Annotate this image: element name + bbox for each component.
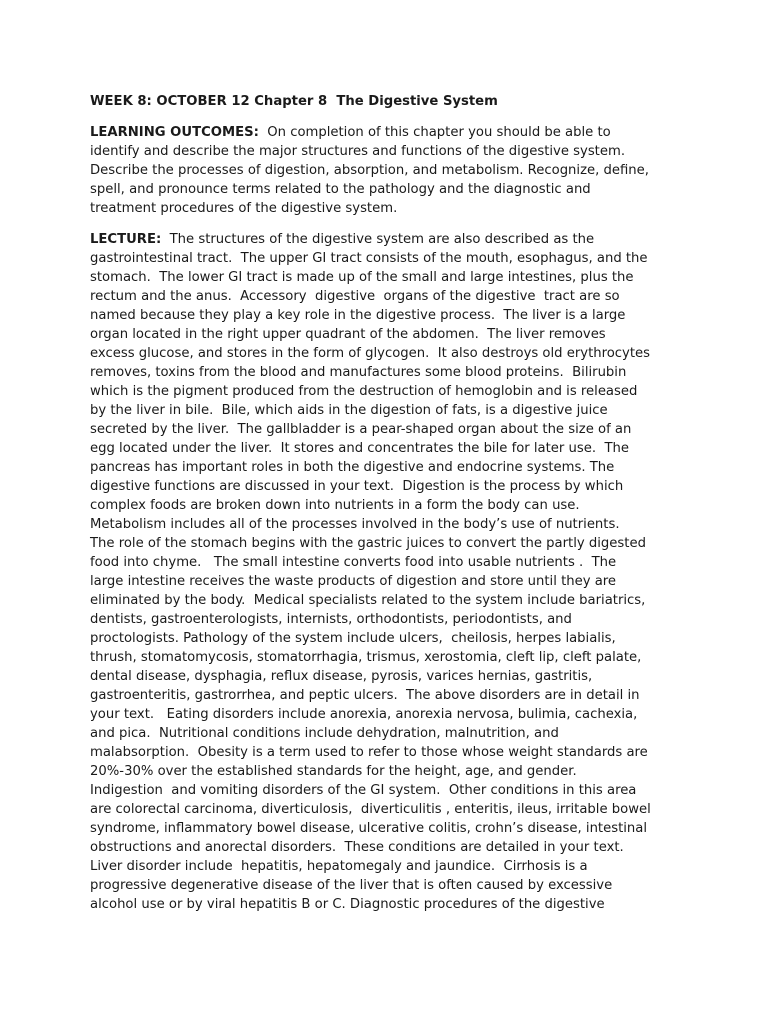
lecture-line: organ located in the right upper quadrant of the abdomen. The liver removes xyxy=(90,327,606,342)
document-page xyxy=(90,92,690,914)
document-title: WEEK 8: OCTOBER 12 Chapter 8 The Digestive System xyxy=(90,94,498,109)
lecture-line: dental disease, dysphagia, reflux disease, pyrosis, varices hernias, gastritis, xyxy=(90,669,593,684)
lecture-line: complex foods are broken down into nutrients in a form the body can use. xyxy=(90,498,580,513)
lecture-line: secreted by the liver. The gallbladder is a pear-shaped organ about the size of an xyxy=(90,422,632,437)
lecture-line: stomach. The lower GI tract is made up of the small and large intestines, plus the xyxy=(90,270,634,285)
learning-outcomes-line: identify and describe the major structures and functions of the digestive system. xyxy=(90,144,626,159)
lecture-line: proctologists. Pathology of the system include ulcers, cheilosis, herpes labialis, xyxy=(90,631,616,646)
lecture-line: alcohol use or by viral hepatitis B or C. Diagnostic procedures of the digestive xyxy=(90,897,605,912)
lecture-line: digestive functions are discussed in your text. Digestion is the process by which xyxy=(90,479,624,494)
lecture-line: excess glucose, and stores in the form of glycogen. It also destroys old erythrocytes xyxy=(90,346,651,361)
learning-outcomes-section xyxy=(90,123,690,218)
lecture-line: by the liver in bile. Bile, which aids in the digestion of fats, is a digestive juice xyxy=(90,403,608,418)
lecture-line: malabsorption. Obesity is a term used to refer to those whose weight standards are xyxy=(90,745,648,760)
lecture-section xyxy=(90,230,690,914)
lecture-label: LECTURE: xyxy=(90,232,162,247)
lecture-line: Metabolism includes all of the processes involved in the body’s use of nutrients. xyxy=(90,517,620,532)
lecture-line: gastroenteritis, gastrorrhea, and peptic ulcers. The above disorders are in detail in xyxy=(90,688,640,703)
lecture-line: gastrointestinal tract. The upper GI tract consists of the mouth, esophagus, and the xyxy=(90,251,648,266)
lecture-line: egg located under the liver. It stores and concentrates the bile for later use. The xyxy=(90,441,629,456)
learning-outcomes-line: Describe the processes of digestion, absorption, and metabolism. Recognize, define, xyxy=(90,163,649,178)
lecture-line: named because they play a key role in the digestive process. The liver is a large xyxy=(90,308,626,323)
lecture-first-line xyxy=(90,230,690,249)
lecture-line: are colorectal carcinoma, diverticulosis, diverticulitis , enteritis, ileus, irritable bowel xyxy=(90,802,651,817)
learning-outcomes-label: LEARNING OUTCOMES: xyxy=(90,125,259,140)
lecture-line: removes, toxins from the blood and manufactures some blood proteins. Bilirubin xyxy=(90,365,627,380)
lecture-line: Indigestion and vomiting disorders of the GI system. Other conditions in this area xyxy=(90,783,637,798)
lecture-line: and pica. Nutritional conditions include dehydration, malnutrition, and xyxy=(90,726,559,741)
learning-outcomes-text: On completion of this chapter you should be able to xyxy=(258,125,611,140)
lecture-line: The role of the stomach begins with the gastric juices to convert the partly digested xyxy=(90,536,646,551)
paragraph-gap xyxy=(90,218,690,230)
learning-outcomes-line: spell, and pronounce terms related to the pathology and the diagnostic and xyxy=(90,182,591,197)
lecture-line: your text. Eating disorders include anorexia, anorexia nervosa, bulimia, cachexia, xyxy=(90,707,638,722)
lecture-line: syndrome, inflammatory bowel disease, ulcerative colitis, crohn’s disease, intestinal xyxy=(90,821,648,836)
lecture-line: food into chyme. The small intestine converts food into usable nutrients . The xyxy=(90,555,617,570)
lecture-line: Liver disorder include hepatitis, hepatomegaly and jaundice. Cirrhosis is a xyxy=(90,859,588,874)
lecture-line: pancreas has important roles in both the digestive and endocrine systems. The xyxy=(90,460,615,475)
lecture-line: dentists, gastroenterologists, internists, orthodontists, periodontists, and xyxy=(90,612,572,627)
lecture-line: obstructions and anorectal disorders. These conditions are detailed in your text. xyxy=(90,840,624,855)
lecture-line: thrush, stomatomycosis, stomatorrhagia, trismus, xerostomia, cleft lip, cleft palate, xyxy=(90,650,642,665)
lecture-line: progressive degenerative disease of the liver that is often caused by excessive xyxy=(90,878,613,893)
learning-outcomes-line: treatment procedures of the digestive system. xyxy=(90,201,398,216)
lecture-line: rectum and the anus. Accessory digestive organs of the digestive tract are so xyxy=(90,289,620,304)
lecture-line: eliminated by the body. Medical specialists related to the system include bariatrics, xyxy=(90,593,646,608)
lecture-line: large intestine receives the waste products of digestion and store until they are xyxy=(90,574,617,589)
lecture-line: 20%-30% over the established standards for the height, age, and gender. xyxy=(90,764,577,779)
learning-outcomes-first-line xyxy=(90,123,690,142)
lecture-text: The structures of the digestive system are also described as the xyxy=(161,232,595,247)
lecture-line: which is the pigment produced from the destruction of hemoglobin and is released xyxy=(90,384,638,399)
